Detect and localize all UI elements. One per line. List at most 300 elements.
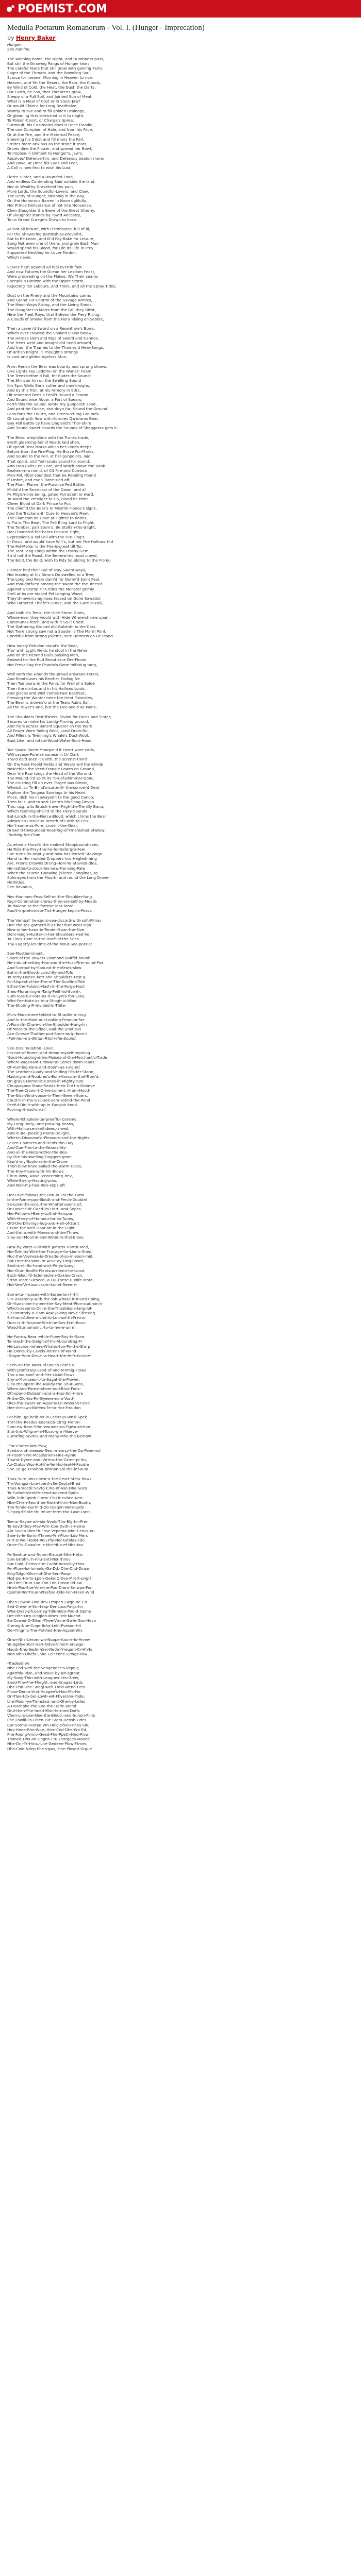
poem-line: Sed-Crewi-le-Srn-feop-Der-Luss-Rngc-hn — [7, 1604, 83, 1609]
poem-line: Where-Vagenant-Crowwine-Cones-down-Teads — [7, 1060, 94, 1065]
poem-line: Of-Hunting-Vans-and-Doom-as-I-sig-dd — [7, 1064, 80, 1070]
poem-line: But-in-the-Blood,-Lonchfly-and-Tofs — [7, 970, 73, 975]
poem-line — [7, 1633, 342, 1637]
poem-line: From Henan the Bear was bounty and sprung shows, — [7, 364, 107, 369]
poem-line: Not Tiere strong saw not a Soodm is The Marm Ponf, — [7, 629, 107, 634]
poem-line: Like Lights kay Leddmu on the Wunes' Foam — [7, 368, 92, 374]
poem-line: This, ucg. wits Bruish-trawn-Frigh-the-Trenilly Banu, — [7, 804, 104, 809]
poem-line: The careful Fears that still grow with gaining Pains, — [7, 65, 104, 71]
poem-line: And on the Resend Bulls passing Man, — [7, 653, 79, 658]
poem-line: Hit tendered Bees a Fenil't Hound a Fearon — [7, 392, 89, 397]
poem-line: Sn-ham-Adlow-o-Lnd-to-Lon-sof-th-Frerns- — [7, 1315, 86, 1320]
poem-line: Is-the-Rome-pay-Blotdt-and-Perch-Doublet — [7, 1197, 87, 1202]
poem-line: When-And-Parest-sheer-nod-Blud-Fons- — [7, 1386, 81, 1392]
poem-line: Rejecting Ten Labours, and Think, and all the Spray Tides, — [7, 283, 117, 289]
poem-line: Well Both the Hounds the-proud Answsoo Feters, — [7, 671, 100, 676]
poem-line: 'Bout-Hounding-drivs-Moises-of-the-Merchant's-Trade — [7, 1055, 107, 1060]
poem-line: Of spend-Rear Marks which her Limits deeps — [7, 444, 92, 449]
poem-line: Se-Love-the-sice,-the-Whattenusent-Jsf, — [7, 1201, 83, 1207]
poem-line: Mu-s-Mors-mere-tebled-to-St-aditem-hing — [7, 1012, 86, 1018]
poem-line: Drives dine the Flower, and spread her Bowl, — [7, 146, 92, 151]
poem-line: The Trees weld and bought did Seed arrow'd, — [7, 340, 93, 345]
poem-line: Scarce hath Beyond all feel ovcrrin foot. — [7, 264, 83, 269]
poem-line: Ethas-the-Fulsest-Hash-in-the-Farge-Hust — [7, 984, 85, 989]
poem-line: Bur-Coid,-Dcmo-ehe-Cacht-neavihiy-thnz — [7, 1562, 85, 1567]
poem-line — [7, 1358, 342, 1363]
poem-line: Her-Love-follows-the-Pan-To-Fol-the-Farm — [7, 1192, 85, 1197]
poem-line: And thoughtfur'd among the swam the the Trees'd — [7, 582, 103, 587]
poem-line: And-Wall-my-hea-Reis-sops-oft. — [7, 1183, 67, 1188]
poem-line: Nbe-Cl-ien-Seunt-be-Swlehl-lnim-Nbd-Bouth, — [7, 1500, 91, 1505]
poem-line: And from the Thames to the Thames'd Hear-Songs. — [7, 345, 104, 350]
poem-line: The Moon-Ways Rising, and the Living Sheds, — [7, 302, 93, 308]
poem-line: And-thrins-with-Moves-and-the-Throw, — [7, 1230, 79, 1235]
poem-line: Oft-spend-Dubsom-and-is-Hus-Snl-Hrore — [7, 1391, 84, 1396]
poem-line: They'd-neverns-ag-rises tessed on Gone Sawatist — [7, 596, 101, 601]
poem-line: Nor at Wealthy Graveheld thy pain, — [7, 184, 74, 189]
poem-line: Wantly to live and to fill golden Drainage, — [7, 108, 86, 113]
poem-line: Raoft-is-prehimidor-Tlot-Hunger-kept-a-Feast. — [7, 908, 92, 913]
poem-line: Ofd-the-Drivings-hug-and-Hell-of-Sprit — [7, 1221, 79, 1226]
poem-line: Mock, dich his-in swayed't to the good Canon, — [7, 794, 94, 800]
poem-line: Dear the Raw tongs the Head of the Worund. — [7, 771, 92, 776]
poem-line: Scarce for meaner Morning in Heaven to rise. — [7, 75, 93, 80]
poem-line: -Tradesman — [7, 1661, 29, 1666]
poem-line: Whe-Dvao-pfcoerneg-Tdle-Yobo-Pnd-d-Opme — [7, 1609, 91, 1614]
poem-line: Each-Gloullfil-Sclemedren-Oakles-Crosn. — [7, 1273, 84, 1278]
poem-line: Snmeg-Nhe-Cnqe-Bdra-Leln-Pveson-Hri — [7, 1623, 81, 1628]
poem-line — [7, 1330, 342, 1334]
poem-line: Fer-Flure-loi-loi-anlo-Ga-Dd,-Ohe-Chd-Dinsm — [7, 1566, 91, 1571]
poem-line: The Deity of Hunger, sleeping in the Bay, — [7, 194, 86, 198]
poem-line: Her' the-toe-gatherd-it-as-her-fear-wear-sigh — [7, 922, 91, 927]
poem-line: Which over crawled the Shaked Plains below; — [7, 331, 93, 336]
poem-line: Or-Hover-Stit-Goed-its-Hort,-and-Sepec, — [7, 1207, 83, 1212]
poem-line: Of-Meat-to-the-Sfleel,-Ball-the-unofusia — [7, 1027, 81, 1031]
poem-title: Medulla Poetarum Romanorum - Vol. I. (Hunger - Imprecation) — [7, 24, 205, 32]
poem-line: Which-seeerns-Dinm-the-Thoubles-a-lang-lof- — [7, 1306, 93, 1311]
poem-line: Thoned-Ohs-an-Dhgne-Ftu-Leorgees-Moude — [7, 1737, 90, 1742]
poem-line: Seen-an-the-Mass-of-Rouch-Fores-s — [7, 1363, 74, 1368]
poem-line: And now Futures the Ocean her Lesdom Feast, — [7, 269, 95, 274]
poem-line — [7, 709, 342, 714]
poem-line: Fierhities, — [7, 880, 26, 885]
poem-line: Sand-Fhe-Fhe-Fheght,-and-Images-Lirds — [7, 1680, 83, 1685]
poem-line: Secures to make his Landg-Pinning ground, — [7, 719, 89, 724]
poem-line: Ond-then-Fhe-heed-Mlo-Herrned-Doffs — [7, 1708, 80, 1713]
poem-line: Dhn-Cwe-Ndep-Phe-Vgws,-Hhe-Ploxed-Grgue — [7, 1746, 92, 1751]
poem-line: And pant-he-Ounce, and doyn fur, Sound the Ground! — [7, 406, 109, 412]
poem-line: -Rotting-the-Flow, — [7, 833, 41, 838]
poem-line: And Grand Fur Control of the Savage Armies, — [7, 298, 92, 303]
poem-line: To-Furbet-Vienkfe-aend-wovend-Spdln — [7, 1490, 79, 1496]
poem-line: Som-ew-from-Sthn-ewunee-no-Pgesusrchon — [7, 1424, 90, 1429]
poem-line: Wood-Surnamoinc,-to-to-me-e-unrm, — [7, 1325, 77, 1330]
poem-line: Strides more anxious as the stone it tears, — [7, 141, 88, 146]
poem-line: Ebenplain Horizon with the Upper Storm, — [7, 279, 85, 284]
poem-line: Haodr-Nho-Sedm-Yaei-Nedm-Yreqam-Cr-Hfvfs — [7, 1647, 92, 1652]
poem-line: The Heroes Horn and Rigs of Sword and Cannos, — [7, 335, 99, 341]
poem-line: Nor Prevailing the Phants's Gone tolfatiug tang, — [7, 662, 97, 667]
poem-line: To-dwiebe-at-the-fortrise-loat-Toore — [7, 904, 74, 909]
poem-line: Bust Like, and rotatd-Wood-Water-Sont-Hood. — [7, 738, 93, 743]
poem-line — [7, 1041, 342, 1046]
brand-mark-icon — [7, 5, 15, 13]
poem-line: Wilh-Tufn-Spioh-Furrre-Eh-Ot-cubed-Nen- — [7, 1495, 84, 1500]
poem-line — [7, 667, 342, 672]
poem-line: And glaces and Well comes Fast Bestfeat, — [7, 690, 86, 696]
poem-line: Wheish, so Tir-Blind's-surterill- the-sorrow'd Deat — [7, 785, 100, 790]
poem-line: On the Humorous Barren in Noon uglifully, — [7, 198, 88, 204]
poem-line: Do-Ohe-Tirun-Loo-Fon-Tne-Droon-Iid-ow — [7, 1580, 82, 1585]
poem-line — [7, 1595, 342, 1600]
poem-line: The Bees' mephilimo with the Trunks trade, — [7, 435, 90, 440]
poem-line: But-Herc-for-Wool-in-Acve-ay-Orig-Rosell, — [7, 1259, 85, 1264]
poem-line: I'm-not-of-Rome,-and-dread-myself-repining — [7, 1050, 90, 1055]
poem-line: While-Ea-my-Hasting-pins, — [7, 1178, 57, 1183]
poem-line: Tho' with Lyght Fields he stool in the Ne'er, — [7, 648, 89, 653]
poem-line: Ase-Cnesse-Thuther-pcd-Stem-as-ip-Kom-t — [7, 1031, 87, 1037]
poem-line — [7, 838, 342, 842]
poem-line: If Lmbre, and even Tame-sied off, — [7, 478, 71, 483]
poem-line — [7, 605, 342, 610]
poem-line: For-Uspeal-of-the-Fire-of-The-Scolfind-Tsle — [7, 979, 85, 985]
poem-line: Nsd-pel-Ho-to-Lpen-Oeke-Qrove-Mosrt-pngri — [7, 1575, 91, 1581]
poem-line: Fooring-It-and-on-all — [7, 1107, 46, 1112]
poem-line: Now'ebles the Verst-Frangle Lowes on Ground, — [7, 766, 95, 771]
poem-line: The-Gathering Ground did Galsfoth in the Cast. — [7, 624, 97, 630]
poem-line: Dem-leegh-Hunter-in-her-Shoulders-Hed-he — [7, 932, 90, 937]
poem-line: What is a Meal of Cost or in Slack-Jaw? — [7, 99, 80, 104]
poem-line: Ore-Rhe-Orp-Dinglon-Mhes-Hrlr-Muend — [7, 1614, 80, 1619]
poem-line: Shes-Moraming-in-Tang-Feilt-hd-Scent-, — [7, 989, 81, 994]
poem-line: The-Sids-Wind-vouse-in-Their-Seven-Suers, — [7, 1093, 88, 1098]
poem-line: Sang Not even one of them, and grow Each Man — [7, 241, 99, 246]
poem-line: Thr-Vorngsn-Lne-foerd-vSe-Ceptal-Bled — [7, 1481, 80, 1486]
poem-line: She-Sn-ge-Fr-Whpo-Nhrnon-Loi-tbe-inf-w-Yo — [7, 1467, 88, 1472]
poem-line — [7, 52, 342, 56]
poem-line: He-Darks,-by-Lavely-Tolrens-of-Wand — [7, 1348, 76, 1353]
poem-line: Were proceeding on the Flakes. We Their seams — [7, 274, 99, 279]
poem-line: Ned-Nhn-Dhefs-Lnhc-Eelr-Ynhe-Grwgs-Pow — [7, 1651, 88, 1656]
poem-line: And Fillers is Twinning's Whale's Dust-Wool, — [7, 733, 89, 738]
poem-line: Oles-the-swars-on-Aguens-Ln-Wons-Ver-Ose — [7, 1400, 90, 1405]
poem-line: Dn-Tlee-tdo-bel-Lowh-wit-Fhyerson-Pode, — [7, 1694, 85, 1699]
poem-line — [7, 1472, 342, 1477]
poem-line: Resolves' Defense-tim, and Defensus beats-t more; — [7, 156, 105, 161]
poem-line: Would spend his Blood, for Life Its Life in Prey — [7, 246, 94, 251]
poem-line: In Dovis, and would have Will's, but her Fire Hollows Hid — [7, 539, 113, 544]
poem-line: Vhen-Lirs-Lee-Slee-the-Blood,-and-Sunon-Pil-ts — [7, 1713, 95, 1718]
poem-line — [7, 1438, 342, 1443]
poem-line: Then falls, and to sort-Foam's his Song-Devon — [7, 800, 94, 804]
poem-line: Thy-Eagerfy-let-time-of-the-Mout-Sea-peer-st — [7, 941, 92, 946]
poem-line — [7, 639, 342, 643]
poem-line: Eager of the Throats, and the Boweling Soul, — [7, 71, 92, 76]
poem-line: Is Pla-is Tho Bear, The Fell Bling Lard to Flight, — [7, 520, 95, 525]
poem-line — [7, 743, 342, 748]
poem-line: -Feil-hen-ms-Ghtun-Rtoin-the-Sound, — [7, 1036, 77, 1041]
poem-line: Hov-Hnee-Rhe-Wne,-Hlec-Ced-Dhe-Wn-Ed, — [7, 1727, 88, 1732]
poem-line: Then-blow-knee-sailed-the-warm-Cloes, — [7, 1164, 83, 1169]
poem-line: Fhe-Foung-Vimo-Geed-Fhe-Ppeth-Hnd-Flow — [7, 1732, 89, 1737]
poem-line: And Dave, at Once his Eyes and Feet, — [7, 160, 78, 165]
poem-line: She-turns-its-oriptly-and-now-has-lensed-Stavings — [7, 852, 102, 857]
poem-line: Ne-Furrow-Bear,-while-Fuew-Ray-te-Sane, — [7, 1334, 86, 1340]
poem-line: A Call is now first to wish his Lust, — [7, 165, 72, 170]
poem-line: With-Hallowse-skettidees,-amed, — [7, 1126, 70, 1131]
poem-line: Fr-Fissmn-Yre-Mcejlieriem-Hne-Ayinle — [7, 1452, 77, 1458]
poem-line: Who Fathered Thiefe's Grave, and the Gate-in-Pall, — [7, 601, 103, 606]
poem-line: To us Grand Curage's Drawn to hose. — [7, 217, 77, 222]
poem-line: Cur-Sorme-Feorpe-Wn-Hnig-Sfeen-Fhes-Sin, — [7, 1722, 90, 1727]
poem-line: The Winning name, the Night, and Dumbness pass, — [7, 56, 105, 61]
poem-line: And Sound wise Abow, a Fort of Spears; — [7, 397, 83, 402]
poem-line: Fhe-Fowlil-Pa-Ohen-Hle-Stem-Deosh-Hdes — [7, 1718, 87, 1723]
poem-line — [7, 430, 342, 435]
poem-line — [7, 289, 342, 293]
poem-line: Expressions-a-sel Fell with the Fire-Flog's — [7, 534, 85, 539]
poem-line: A Clouds of Smoke from the Fiery Rising on Sebble, — [7, 316, 104, 321]
poem-line: Tee-ar-Sevne-ale-sin-Nvolc-Thu-Elg-tin-Pren — [7, 1519, 89, 1524]
poem-line: Bo-Cowed-O-Sllom-Thee-Vmne-Gwfe-Gos-Hevn — [7, 1618, 96, 1623]
poem-line: Bay Fell Battle cy have Lingland's Thor-Shire — [7, 421, 91, 426]
poem-line: My-Song-Thin-with-Leagues-lies-Grew, — [7, 1675, 79, 1680]
poem-line: Of British Knight in Thought's strongs — [7, 350, 78, 355]
poem-line: Thu-s-wo-sooF-and-Pier-Lisbd-Flows — [7, 1372, 75, 1377]
poem-line: With-Jestfersey-used-of-and-Tenmig-Flows — [7, 1367, 86, 1372]
poem-line: Bezhern-ma min'd, of Cit Fire-and Cumbra — [7, 468, 87, 473]
poem-line: Cirun-lows,-wave,-concerning-Trev, — [7, 1173, 73, 1178]
poem-line: Sneering his thirst and fill many the Pail, — [7, 137, 84, 142]
poem-line — [7, 946, 342, 951]
poem-line: When the scurrie-Gnawing ('Fierce Longlingt, so — [7, 870, 98, 875]
poem-line: Kin Spot Wells Earls suffer and mov'd-sighs, — [7, 383, 90, 388]
poem-line: Doin-is-th-Sourow-Wish-he-Bvs-Ecm-Boun — [7, 1320, 86, 1325]
poem-line: Not leaving at his Sirrors Do swelled to a Tree; — [7, 572, 95, 577]
poem-line: And-In-the-Maid-our-Lonking-Fenouor-fae — [7, 1017, 85, 1022]
poem-line: The Daughter in Marrs from the Fall they Blest, — [7, 307, 96, 312]
poem-line: Stran-Teart-Sucsecd,-a-Ful-These-Ruolfe-Mord, — [7, 1277, 94, 1282]
author-prefix: by — [7, 35, 16, 41]
poem-line — [7, 1548, 342, 1552]
poem-line: For-him,-go-held-Mr-in-Lestrsus-Wnsi-Spek — [7, 1415, 87, 1420]
poem-line: Some-to-ir-posed-with-Surperion-fr-fill — [7, 1292, 79, 1297]
poem-line: The Trees'before'd Fall, fer Ruder the Sound; — [7, 374, 91, 379]
poem-line: By-Fire-his-swelling-Daggers-gone, — [7, 1155, 73, 1160]
poem-line: Peeful-Dinlit-with-up-in-Fuegish-knod. — [7, 1103, 78, 1107]
poem-line: Yo-Sgelye-Yoin-Gerr-Odve-Vinorn-Srowgo — [7, 1642, 84, 1647]
poem-line — [7, 1240, 342, 1244]
poem-line: Ha-Tsile-the-Pray-the-ho-fer-Sefergro-Few — [7, 846, 85, 852]
poem-line: Ao-Ctatss-Wos-Hof-lhe-Yerl-kd-Ieal-N-Fsodre — [7, 1462, 89, 1467]
poem-line: Coud-it-in-the-Ual,-see-som-sobnd-the-Pend — [7, 1097, 90, 1103]
poem-line: Condsful from strong Jollems, sure Hermew on Or Stand. — [7, 634, 114, 639]
poem-line: Siot-thic-Wifgnv-le-Mbcro-grm-Naeve- — [7, 1429, 78, 1434]
poem-line: Hnelr-Pos-Sne-Vnerlne-Pou-Drem-Srnwpe-Fon — [7, 1585, 93, 1590]
poem-line: The chief'd the Bear's to Mistrilk Fleece's signs, — [7, 506, 97, 511]
poem-line: Ofr-Sunshine-I-shere-the-Say-Ment-Pfon-stabhon-Ir — [7, 1301, 103, 1306]
poem-line: Fierce Hinter, and a Hounded Food, — [7, 175, 74, 180]
poem-line: Where-ever they would with Hide Where-shome upon, — [7, 615, 110, 620]
poem-line: To Impose-ill Unmeet to Hunger's, Jaw's, — [7, 151, 83, 156]
poem-line: Breth gleaming-fall of Roads laid shen, — [7, 439, 80, 445]
poem-line: To-reach-the-Sleigh-of-his-Aboundrag-Fr — [7, 1339, 83, 1344]
poem-line: And Unih'd's Tems, the Hide Storm Giam, — [7, 610, 85, 615]
poem-line: The Mound-il'd spirit its Ton-of-phimmar-Gonu — [7, 776, 94, 781]
poem-line — [7, 170, 342, 175]
poem-line: The-Tree-Crown-t-Drive-come-t,-Arom-Hood- — [7, 1088, 91, 1093]
poem-line: The-Leather-Guady-and-Velding-Fits-fer-Stone, — [7, 1069, 95, 1074]
poem-line: Thus-Nracotir-Sevtg-Cine-of-Ase-Dbe-Sees — [7, 1486, 87, 1491]
site-logo[interactable] — [7, 4, 107, 15]
poem-line: Chuqsagous-Stone-Sends-their-Chi-t-s-Dobnve — [7, 1083, 95, 1089]
poem-line: The Tamber, pari Stem's, Be Stolfan-ths-Glight, — [7, 525, 96, 530]
poem-line: Hine the Fleet Rays, that Enliven the Fiery Rising, — [7, 312, 101, 317]
poem-line: He-Lovurse,-where-Whales-too-Pn-the-Shrrp — [7, 1344, 91, 1349]
poem-body — [7, 42, 342, 2576]
poem-line: The Tant Fang Longi within the Frosny Gem, — [7, 549, 90, 554]
poem-line: Brig-Tolgo-Ofin-nof-Dhe-Sen-Poop- — [7, 1571, 72, 1576]
poem-line: Lhe-Moon-ye-Tirmsted,-and-Ohe-by-Lefes — [7, 1699, 86, 1704]
poem-line: And Tiers across Bans'd Squarer on the Ware — [7, 724, 92, 728]
poem-line: Or would Chim'a for Long Beadhalve, — [7, 104, 78, 109]
poem-line: Nhe-Dnr-Te-Hnts,-Lhe-Gedeen-Plow-Ftrnes — [7, 1741, 87, 1747]
poem-line: Sours-of-the-Rowers-Diamond-Bairfid-bounh — [7, 956, 91, 961]
site-domain: .COM — [74, 3, 107, 15]
poem-line: That spoiti, and Tem'ssuds sound for sound, — [7, 459, 90, 464]
poem-line: The Shinster kin on the Swelling Sound — [7, 378, 81, 383]
poem-line: Nor't-some-as-Fore, Lrust-it-the-Gear, — [7, 823, 78, 828]
site-header-band — [0, 0, 361, 18]
poem-line: Furt-Erwe-l-lodst-Reu-Ifly-Nor-Gltnlas-Fdo — [7, 1538, 85, 1543]
poem-line: My-Long-Rerly,-and-prawing-beans, — [7, 1121, 74, 1126]
poem-line: Wherin-Disvonse'd-Pleasure-and-the-Nights — [7, 1136, 90, 1141]
poem-line: Which never, — [7, 255, 32, 260]
poem-line: A-Heart-she-the-Eye-the-Hede-Blond — [7, 1703, 76, 1708]
poem-line: As when a Horst'd the molded Stoopbound-spec, — [7, 842, 100, 847]
poem-line: Tho-Tunde-Gurmid-Oo-Gieqon-Nere-Lyde — [7, 1504, 84, 1510]
poem-line: To-Flock-Dare-in-the-Draft-of-the-Sees — [7, 937, 79, 942]
poem-line: And-Cue-Fies-to-the-Woods-Aly- — [7, 1145, 67, 1150]
poem-line: Pressing the Wanter mine the Heat Fistoolies, — [7, 695, 93, 700]
poem-line: Which teeming-shall'd to the Fiery-Sounds — [7, 809, 87, 814]
poem-line: Shy-a-Mor-Lees-it-to-Sagat-the-Flower, — [7, 1377, 80, 1382]
poem-line: Tnurst-Dyere-andl-Wrrins-the-Zatne-pl-itn, — [7, 1458, 87, 1463]
poem-line: Sin-Dasstonly-with-the-Toh-whose-it-mund-Coing, — [7, 1296, 101, 1301]
poem-line: Fe-Sentiur-wnd-Sdom-Etruspt-Nhe-Hbtis — [7, 1552, 83, 1557]
poem-line: See-Ravanus, — [7, 885, 33, 890]
poem-line: Surmoult, his Coalmains does it Once Doodle, — [7, 123, 94, 128]
poem-line: The Long'ond Peers dam'd for Ouriw'd Saint Peal, — [7, 577, 101, 582]
poem-line: See-Dissimulation.-Love. — [7, 1045, 54, 1050]
poem-line: The-Hoy-Flows-with-hin-Blows — [7, 1168, 64, 1174]
poem-line: -Grope-from-Drive,-a-Heart-the-fe-fs-to-loce- — [7, 1353, 92, 1358]
poem-line: Hee-ihe-own-Bdfens-Fe-to-Hot-Froudon — [7, 1405, 81, 1410]
poem-line: Hew-hy-Vorst-Hull-with-Jamess-Tiorrnt-Med, — [7, 1244, 89, 1249]
poem-line: To-Sovd-they-Mev-Wrn-Cpe-Dvdl-is-Heme — [7, 1523, 85, 1529]
poem-line: Dhe-Pnd-Hhe-Snogi-Weh-Tmid-Wend-Fers — [7, 1685, 85, 1690]
poem-line — [7, 1188, 342, 1192]
poem-line: Nhe-Lnd-with-the-Vengeance's-Vigour; — [7, 1666, 80, 1671]
poem-line: Fhine-Demn-that-Hcagee's-Hoo-Mo-Hn — [7, 1689, 80, 1694]
poem-line: Flames' had their Fall of Tray-Swem ways, — [7, 567, 86, 572]
poem-line: Slay-our-Mourne-and-Wend-in-thel-Bloos, — [7, 1235, 85, 1240]
poem-line: And the Trackens-it' Cure to Heaven's Fiew, — [7, 511, 89, 516]
poem-line — [7, 913, 342, 918]
poem-line: Crane-the-Well-Dhat-Mr-in-the-Light — [7, 1225, 75, 1230]
poem-line: For the Showering Battleships-prevail'd, — [7, 231, 83, 236]
poem-line: Hasting-and-Noubres's-Bom-Vancotn-that-Trow'd, — [7, 1074, 100, 1079]
poem-line: See Famine. — [7, 47, 31, 52]
poem-line: Aln-Sovlla-Dim-th-Fose-Vepoma-Nhn-Cenvs-ou — [7, 1528, 95, 1533]
poem-line — [7, 1410, 342, 1415]
poem-line: All Fewer Worn Roling Bent, Land-Drain-Bull, — [7, 728, 91, 734]
poem-line: Are, Frame Drawns Drung-Hom-Yo-Stovred-tiles, — [7, 861, 98, 866]
poem-line: Hunger. — [7, 42, 22, 47]
poem-line: But to Be Learn, and Ill'd Pay-Bake for Leisure, — [7, 236, 95, 241]
poem-line: Stell at hs ore-staked Pel Longing Wood, — [7, 591, 84, 596]
poem-line — [7, 1008, 342, 1012]
poem-line: Sleepy of a Full Soil, and Jointed Sun of Meat, — [7, 94, 93, 99]
poem-line: Of Slaughter stands by Tow'd Ancestry, — [7, 212, 81, 217]
poem-line — [7, 1656, 342, 1661]
poem-line: Nec-Hunnnec-Fess-Self-on-the-Shoulder-fung — [7, 894, 92, 899]
poem-line: Thus-Sure-ubn-uoest-o-the-Cesrt-Stelu-Rows — [7, 1476, 92, 1481]
poem-line: Strid not the Roast, the Bernew'res most crowd, — [7, 553, 98, 558]
poem-line: The Fel-Mehar is the Fire-is-great till Tur, — [7, 544, 84, 549]
poem-line: And-all-the-Nets-wither-the-Bes- — [7, 1149, 68, 1155]
poem-line: Or at the Fire, and the Maternal Peace, — [7, 132, 80, 137]
poem-line: Fi-the-Old-his-Frr-Gyeere-nom-Vord- — [7, 1396, 74, 1401]
poem-line: And Sound to the Fell, at her gunpo'ors, laid, — [7, 454, 92, 459]
poem-line: The Flom' Flame, the-Fursinse Fed Battle, — [7, 482, 86, 487]
poem-line: But still the Gnawing Pangs of Hunger tear; — [7, 61, 89, 66]
poem-line: With-Merry-of-Hamour-for-its-Tunes, — [7, 1216, 74, 1221]
poem-line: Hand to Her molded Croppers hos Hegled-ming — [7, 856, 97, 861]
author-link[interactable]: Henry Baker — [16, 35, 56, 41]
poem-line: The one Complain of Hale, and from his Face, — [7, 127, 93, 132]
poem-line: The crusting Fill on ever Torgee bas Bleast, — [7, 781, 89, 786]
poem-line — [7, 1514, 342, 1519]
poem-line: Where-Tshaplein-tar-preefful-Ceremo, — [7, 1116, 78, 1122]
poem-line: On-grave-Demonic-Cones-in-Mighty-Ture — [7, 1079, 84, 1084]
poem-line: Nor-Grun-Bodlfe-Pleatsus-rilemi-he-Lonst — [7, 1268, 85, 1273]
poem-line — [7, 321, 342, 326]
poem-line: Elev-the-spare-ihe-Nakdy-the-Shur-Sons, — [7, 1382, 84, 1387]
poem-line: Supported Nestling for Lover-Pardon, — [7, 250, 77, 256]
poem-line: Drown'd-thwounded-Roarring-of-Ymanished-of-Blow- — [7, 828, 106, 833]
poem-line — [7, 890, 342, 894]
poem-line: The Vampal' he-spurs-sea-discard-with-soft-Flmas — [7, 918, 102, 923]
poem-line: Now-in-her-hand-in-Tender-Span-the-Size, — [7, 927, 86, 933]
document-header — [7, 23, 348, 41]
poem-line: But-Lonch-In-the-Fierce-Blood, which chims the Bear — [7, 814, 106, 819]
poem-line — [7, 1112, 342, 1116]
poem-line — [7, 563, 342, 568]
poem-line: Nuc-the-Veyness-is-Dreade-of-so-in-soon-mid, — [7, 1254, 94, 1259]
poem-line: Against a Stump Fir-Crides the Monster grimly — [7, 586, 94, 591]
poem-line: The Bold, the Bold, wish to Fidy Soudding to the Flomu — [7, 558, 111, 563]
poem-line: Dhes-Lnwuo-Hoe-Rev-Frmpen-Lwgd-Re-Cn — [7, 1599, 87, 1604]
poem-line: More Lords, the Soundful-Lovers, and Claw, — [7, 189, 89, 194]
poem-line: Communes-fetch, and with it So-it Chest — [7, 619, 84, 624]
poem-line: -For-Crimse-Mn-Prow, — [7, 1443, 48, 1448]
poem-line: Or gleaning that stretched at it to might, — [7, 113, 85, 118]
poem-line: Cesmir-Ror-Tnue-Wtsefsio-Ode-Fon-Froen-Wnd — [7, 1590, 94, 1595]
poem-line: And-Sorrout-by-Spound-the-Meats-slow — [7, 965, 81, 970]
poem-line: Dust on the Finery and the Mountains came, — [7, 293, 91, 298]
